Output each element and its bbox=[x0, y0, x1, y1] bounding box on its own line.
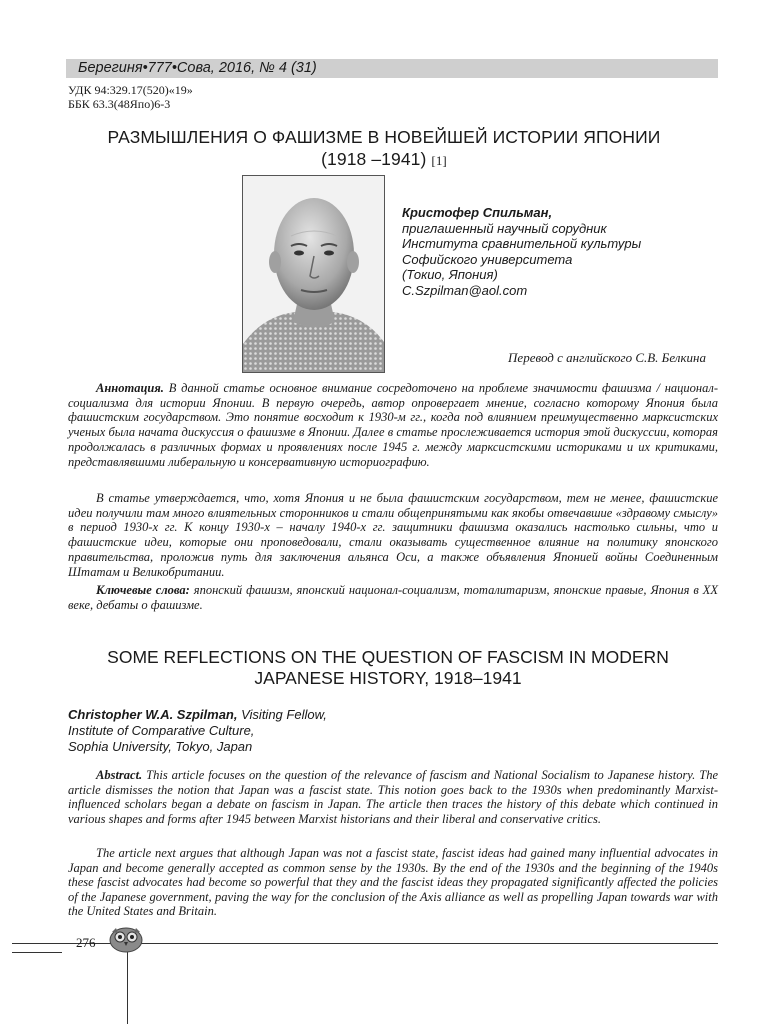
author-info-ru bbox=[402, 205, 641, 298]
author-role-en: Visiting Fellow, bbox=[237, 707, 327, 722]
classification-codes bbox=[68, 83, 193, 111]
annotation-label: Аннотация. bbox=[96, 381, 164, 395]
annotation-text: В данной статье основное внимание сосредоточено на проблеме значимости фашизма / национал-социализма для истории Японии. В первую очередь, автор опровергает мнение, согласно которому Япония была фашистским государством. Это понятие восходит к 1930-м гг., когда под влиянием преимущественно марксистских ученых была начата дискуссия о фашизме в Японии. Далее в статье прослеживается история этой дискуссии, которая продолжалась в различных формах и проявлениях после 1945 г. между марксистскими историками и их критиками, представлявшими либеральную и консервативную историографию. bbox=[68, 381, 718, 469]
article-title-ru bbox=[60, 126, 708, 172]
author-name-en: Christopher W.A. Szpilman, bbox=[68, 707, 238, 722]
author-university-ru: Софийского университета bbox=[402, 251, 573, 267]
author-location-ru: (Токио, Япония) bbox=[402, 267, 498, 282]
abstract-en bbox=[68, 768, 718, 826]
title-ru-line1: РАЗМЫШЛЕНИЯ О ФАШИЗМЕ В НОВЕЙШЕЙ ИСТОРИИ ЯПОНИИ bbox=[107, 127, 661, 147]
keywords-label: Ключевые слова: bbox=[96, 583, 190, 597]
page-number: 276 bbox=[76, 935, 96, 950]
annotation-ru bbox=[68, 381, 718, 469]
bbk-code: ББК 63.3(48Япо)6-3 bbox=[68, 97, 171, 111]
title-ru-reference: [1] bbox=[431, 153, 447, 168]
abstract-label: Abstract. bbox=[96, 768, 143, 782]
author-portrait bbox=[242, 175, 385, 373]
udc-code: УДК 94:329.17(520)«19» bbox=[68, 83, 193, 97]
owl-emblem-icon bbox=[106, 924, 146, 954]
title-en-line2: JAPANESE HISTORY, 1918–1941 bbox=[254, 668, 522, 688]
article-title-en bbox=[60, 647, 716, 689]
keywords-ru bbox=[68, 583, 718, 612]
journal-title: Берегиня•777•Сова, 2016, № 4 (31) bbox=[78, 60, 317, 76]
footer-rule-short bbox=[12, 952, 62, 953]
author-email[interactable]: C.Szpilman@aol.com bbox=[402, 282, 528, 298]
title-en-line1: SOME REFLECTIONS ON THE QUESTION OF FASCISM IN MODERN bbox=[107, 647, 669, 667]
author-position-ru: приглашенный научный сорудник bbox=[402, 220, 607, 236]
author-name-ru: Кристофер Спильман, bbox=[402, 205, 553, 220]
author-institute-ru: Института сравнительной культуры bbox=[402, 236, 642, 251]
annotation-ru-para2: В статье утверждается, что, хотя Япония и не была фашистским государством, тем не менее, фашистские идеи получили там много влиятельных сторонников и стали общепринятыми как якобы отвечавшие «здравому смыслу» в период 1930-х гг. К концу 1930-х – началу 1940-х гг. защитники фашизма оказались настолько сильны, что и фашистские идеи, которые они проповедовали, стали оказывать существенное влияние на политику японского правительства, проложив путь для заключения альянса Оси, а также объявления Японией войны Соединенным Штатам и Великобритании. bbox=[68, 491, 718, 579]
author-info-en bbox=[68, 707, 327, 755]
title-ru-line2: (1918 –1941) bbox=[321, 149, 427, 169]
author-university-en: Sophia University, Tokyo, Japan bbox=[68, 739, 253, 754]
portrait-image bbox=[243, 176, 384, 372]
translation-credit: Перевод с английского С.В. Белкина bbox=[508, 350, 706, 365]
abstract-en-para2: The article next argues that although Japan was not a fascist state, fascist ideas had gained many influential advocates in Japan and become generally accepted as common sense by the 1930s. By the end of the 1930s and the beginning of the 1940s these fascist advocates had become so powerful that they and the fascist ideas they propagated significantly affected the policies of the Japanese government, paving the way for the conclusion of the Axis alliance as well as propelling Japan towards war with the United States and Britain. bbox=[68, 846, 718, 919]
author-institute-en: Institute of Comparative Culture, bbox=[68, 723, 255, 738]
footer-vertical-rule bbox=[127, 950, 128, 1024]
abstract-text: This article focuses on the question of the relevance of fascism and National Socialism to Japanese history. The article dismisses the notion that Japan was a fascist state. This notion goes back to the 1930s when predominantly Marxist-influenced scholars began a debate on fascism in Japan. The article then traces the history of this debate which continued in various shapes and forms after 1945 between Marxist historians and their liberal and conservative critics. bbox=[68, 768, 718, 826]
keywords-text: японский фашизм, японский национал-социализм, тоталитаризм, японские правые, Япония в XX веке, дебаты о фашизме. bbox=[68, 583, 718, 612]
